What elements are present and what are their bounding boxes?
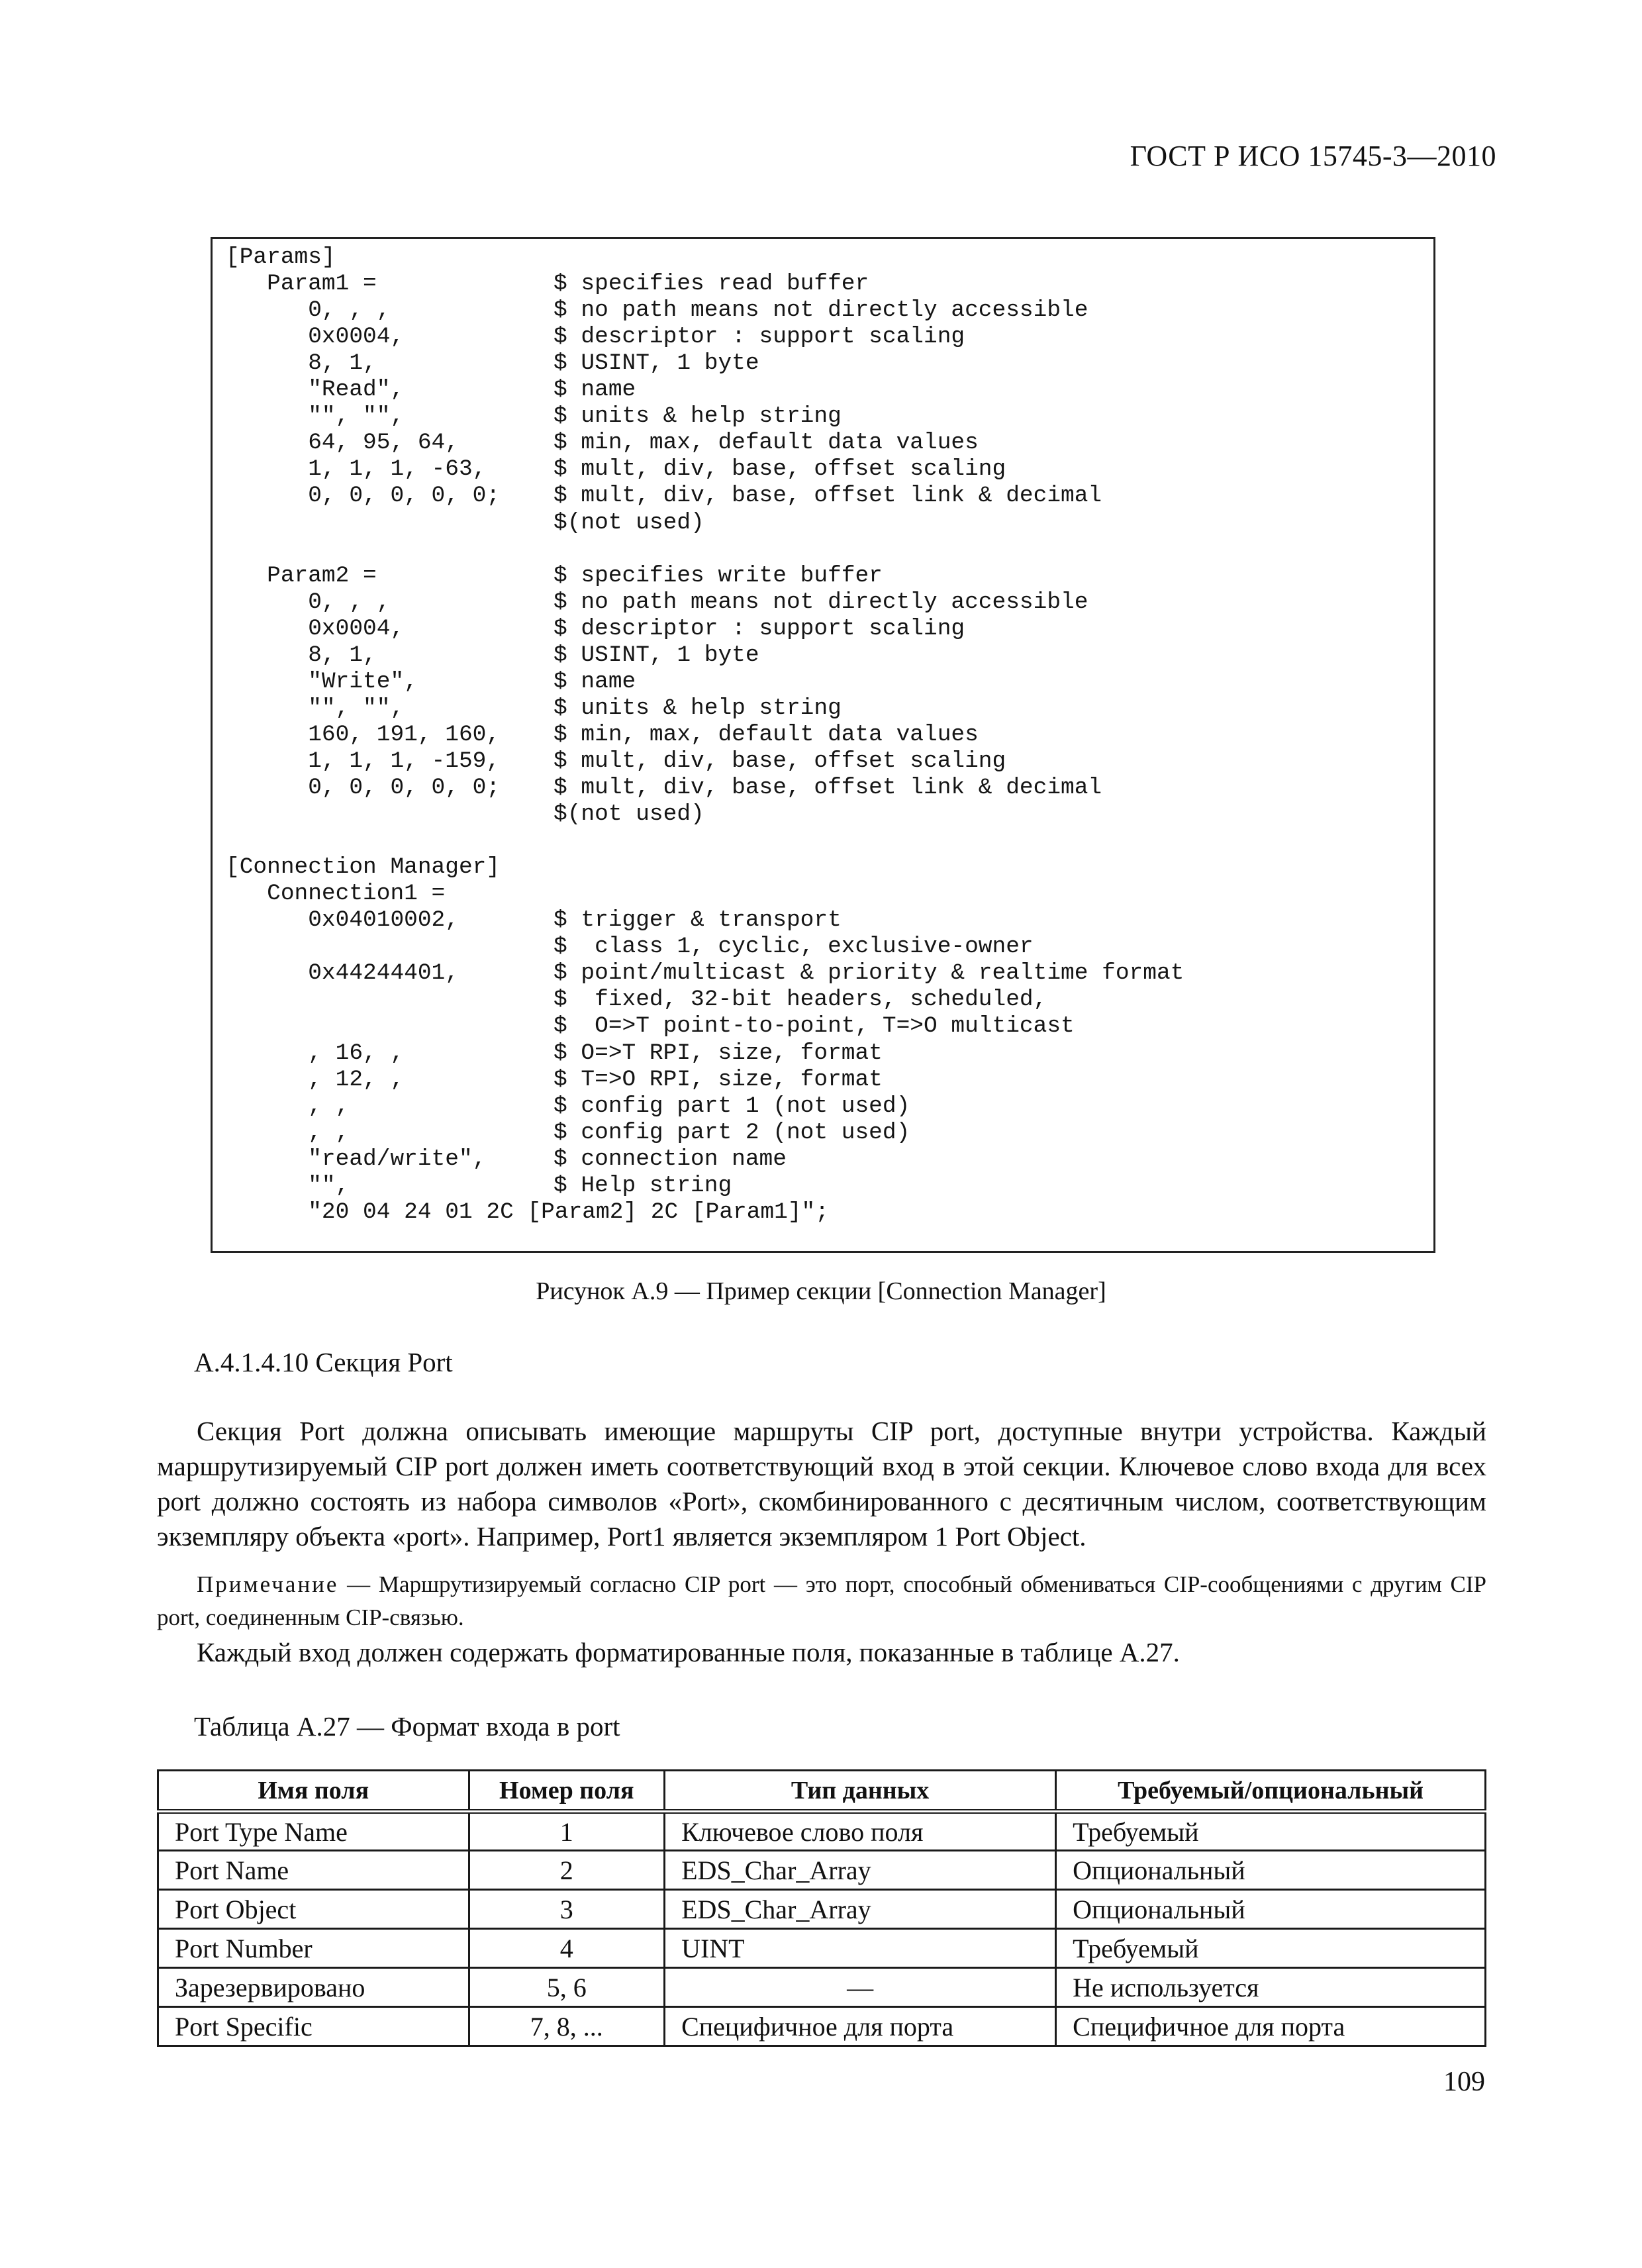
header-required-optional: Требуемый/опциональный <box>1056 1771 1486 1812</box>
code-value: 8, 1, <box>226 642 377 668</box>
eds-code-listing <box>211 237 1435 1253</box>
code-value: 0, 0, 0, 0, 0; <box>226 775 501 801</box>
cell-data-type: EDS_Char_Array <box>665 1851 1056 1890</box>
code-comment: $ T=>O RPI, size, format <box>554 1066 883 1093</box>
code-comment: $ name <box>554 377 636 403</box>
cell-field-number: 4 <box>469 1929 665 1968</box>
paragraph-entry-format <box>157 1635 1486 1670</box>
code-value: 1, 1, 1, -63, <box>226 456 487 483</box>
code-value: Param2 = <box>226 562 377 589</box>
code-comment: $ units & help string <box>554 695 842 721</box>
header-field-name: Имя поля <box>158 1771 469 1812</box>
code-comment: $ Help string <box>554 1172 732 1199</box>
code-value: "", "", <box>226 403 405 430</box>
code-value: , 12, , <box>226 1066 405 1093</box>
code-comment: $ specifies read buffer <box>554 271 869 297</box>
code-comment: $ units & help string <box>554 403 842 430</box>
cell-field-number: 1 <box>469 1812 665 1851</box>
code-comment: $ descriptor : support scaling <box>554 324 965 350</box>
code-value: "", <box>226 1172 350 1199</box>
table-row <box>158 1968 1486 2007</box>
code-comment: $ fixed, 32-bit headers, scheduled, <box>554 987 1047 1013</box>
code-value: "", "", <box>226 695 405 721</box>
code-value: 1, 1, 1, -159, <box>226 748 501 774</box>
page-header: ГОСТ Р ИСО 15745-3—2010 <box>1130 140 1496 172</box>
paragraph-text: Секция Port должна описывать имеющие маршруты CIP port, доступные внутри устройства. Каждый маршрутизируемый CIP port должен иметь соответствующий вход в этой секции. Ключевое слово входа для всех port должно состоять из набора символов «Port», скомбинированного с десятичным числом, соответствующим экземпляру объекта «port». Например, Port1 является экземпляром 1 Port Object. <box>157 1416 1486 1552</box>
cell-data-type: Специфичное для порта <box>665 2007 1056 2046</box>
table-row <box>158 1812 1486 1851</box>
code-comment: $ mult, div, base, offset scaling <box>554 748 1006 774</box>
code-comment: $ specifies write buffer <box>554 562 883 589</box>
table-row <box>158 2007 1486 2046</box>
code-value: , 16, , <box>226 1040 405 1066</box>
code-comment: $(not used) <box>554 509 704 536</box>
code-value: "Read", <box>226 377 405 403</box>
paragraph-text: Каждый вход должен содержать форматированные поля, показанные в таблице А.27. <box>197 1637 1180 1667</box>
note-text: — Маршрутизируемый согласно CIP port — это порт, способный обмениваться CIP-сообщениями с другим CIP port, соединенным CIP-связью. <box>157 1571 1486 1630</box>
cell-field-name: Port Type Name <box>158 1812 469 1851</box>
code-value: 0, , , <box>226 297 391 324</box>
code-value: , , <box>226 1119 350 1146</box>
cell-data-type: Ключевое слово поля <box>665 1812 1056 1851</box>
cell-required-optional: Не используется <box>1056 1968 1486 2007</box>
code-value: 0x0004, <box>226 324 405 350</box>
code-value: Param1 = <box>226 271 377 297</box>
table-row <box>158 1890 1486 1929</box>
paragraph-port-section <box>157 1414 1486 1554</box>
page-number: 109 <box>1443 2067 1485 2097</box>
code-value: 0x0004, <box>226 615 405 642</box>
code-comment: $ O=>T RPI, size, format <box>554 1040 883 1066</box>
code-value: 160, 191, 160, <box>226 721 501 748</box>
code-value: 0x04010002, <box>226 907 459 934</box>
code-value: 8, 1, <box>226 350 377 377</box>
table-row <box>158 1851 1486 1890</box>
cell-data-type: EDS_Char_Array <box>665 1890 1056 1929</box>
note-lead: Примечание <box>197 1571 339 1597</box>
cell-field-name: Port Object <box>158 1890 469 1929</box>
port-format-table <box>157 1769 1486 2047</box>
code-comment: $ mult, div, base, offset scaling <box>554 456 1006 483</box>
code-value: 0, 0, 0, 0, 0; <box>226 483 501 509</box>
cell-field-number: 3 <box>469 1890 665 1929</box>
code-value: , , <box>226 1093 350 1119</box>
table-title: Таблица А.27 — Формат входа в port <box>194 1711 620 1742</box>
code-comment: $ USINT, 1 byte <box>554 350 759 377</box>
header-field-number: Номер поля <box>469 1771 665 1812</box>
code-comment: $ config part 1 (not used) <box>554 1093 910 1119</box>
code-comment: $ point/multicast & priority & realtime format <box>554 960 1184 987</box>
code-comment: $ O=>T point-to-point, T=>O multicast <box>554 1013 1075 1040</box>
cell-required-optional: Специфичное для порта <box>1056 2007 1486 2046</box>
cell-field-number: 7, 8, ... <box>469 2007 665 2046</box>
code-comment: $ name <box>554 668 636 695</box>
cell-field-number: 5, 6 <box>469 1968 665 2007</box>
code-comment: $ descriptor : support scaling <box>554 615 965 642</box>
cell-required-optional: Требуемый <box>1056 1929 1486 1968</box>
code-value: "20 04 24 01 2C [Param2] 2C [Param1]"; <box>226 1199 829 1225</box>
code-value: [Params] <box>226 244 336 270</box>
code-comment: $ no path means not directly accessible <box>554 589 1088 615</box>
code-value: "Write", <box>226 668 418 695</box>
code-value: 0, , , <box>226 589 391 615</box>
cell-required-optional: Опциональный <box>1056 1851 1486 1890</box>
code-comment: $ min, max, default data values <box>554 430 979 456</box>
cell-field-name: Зарезервировано <box>158 1968 469 2007</box>
code-comment: $(not used) <box>554 801 704 828</box>
section-title: А.4.1.4.10 Секция Port <box>194 1347 453 1377</box>
cell-data-type: — <box>665 1968 1056 2007</box>
code-comment: $ class 1, cyclic, exclusive-owner <box>554 934 1034 960</box>
cell-field-name: Port Name <box>158 1851 469 1890</box>
code-value: "read/write", <box>226 1146 487 1172</box>
code-comment: $ config part 2 (not used) <box>554 1119 910 1146</box>
table-row <box>158 1929 1486 1968</box>
code-comment: $ min, max, default data values <box>554 721 979 748</box>
table-header-row <box>158 1771 1486 1812</box>
code-comment: $ mult, div, base, offset link & decimal <box>554 483 1102 509</box>
code-comment: $ connection name <box>554 1146 787 1172</box>
cell-required-optional: Опциональный <box>1056 1890 1486 1929</box>
code-comment: $ no path means not directly accessible <box>554 297 1088 324</box>
cell-field-number: 2 <box>469 1851 665 1890</box>
code-value: Connection1 = <box>226 881 446 907</box>
figure-caption: Рисунок А.9 — Пример секции [Connection Manager] <box>536 1277 1106 1305</box>
note <box>157 1568 1486 1634</box>
cell-field-name: Port Specific <box>158 2007 469 2046</box>
cell-data-type: UINT <box>665 1929 1056 1968</box>
code-value: 0x44244401, <box>226 960 459 987</box>
code-value: 64, 95, 64, <box>226 430 459 456</box>
header-data-type: Тип данных <box>665 1771 1056 1812</box>
code-value: [Connection Manager] <box>226 854 501 881</box>
code-comment: $ mult, div, base, offset link & decimal <box>554 775 1102 801</box>
cell-required-optional: Требуемый <box>1056 1812 1486 1851</box>
code-comment: $ USINT, 1 byte <box>554 642 759 668</box>
cell-field-name: Port Number <box>158 1929 469 1968</box>
code-comment: $ trigger & transport <box>554 907 842 934</box>
